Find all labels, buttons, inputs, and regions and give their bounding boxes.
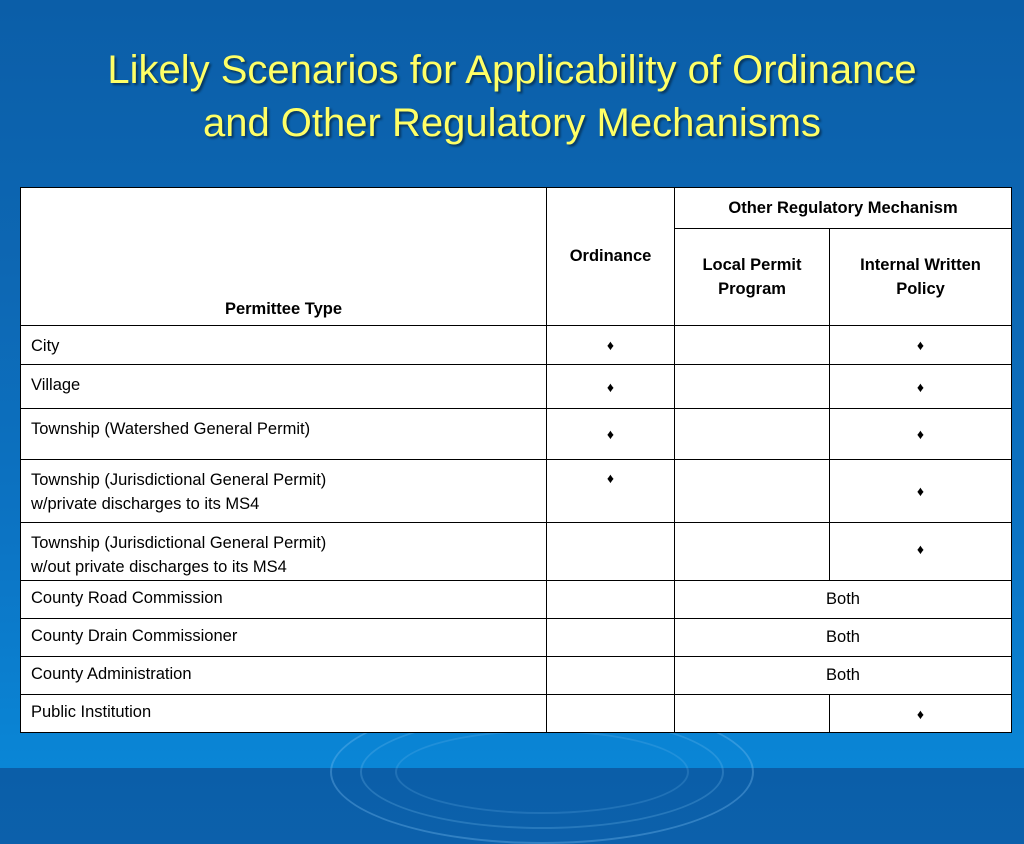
internal-policy-cell: ♦ bbox=[830, 523, 1012, 581]
table-row bbox=[21, 326, 1012, 365]
permittee-type-cell: City bbox=[21, 326, 547, 365]
ordinance-cell: ♦ bbox=[547, 365, 675, 409]
slide-title bbox=[20, 44, 1004, 150]
internal-policy-cell: ♦ bbox=[830, 326, 1012, 365]
slide-title-line-2: and Other Regulatory Mechanisms bbox=[202, 101, 822, 145]
internal-policy-cell: ♦ bbox=[830, 409, 1012, 460]
permittee-type-cell: Township (Jurisdictional General Permit) w/out private discharges to its MS4 bbox=[21, 523, 547, 581]
applicability-table bbox=[20, 187, 1012, 733]
table-row bbox=[21, 460, 1012, 523]
other-mechanism-both-cell: Both bbox=[675, 657, 1012, 695]
permittee-type-cell: Township (Jurisdictional General Permit) w/private discharges to its MS4 bbox=[21, 460, 547, 523]
header-ordinance: Ordinance bbox=[547, 188, 675, 326]
ordinance-cell: ♦ bbox=[547, 460, 675, 523]
table-row bbox=[21, 365, 1012, 409]
table-row bbox=[21, 523, 1012, 581]
slide-title-line-1: Likely Scenarios for Applicability of Ordinance bbox=[107, 48, 917, 92]
ordinance-cell bbox=[547, 619, 675, 657]
table-row bbox=[21, 695, 1012, 733]
table-row bbox=[21, 657, 1012, 695]
internal-policy-cell: ♦ bbox=[830, 460, 1012, 523]
permittee-type-cell: County Road Commission bbox=[21, 581, 547, 619]
table-row bbox=[21, 581, 1012, 619]
other-mechanism-both-cell: Both bbox=[675, 619, 1012, 657]
permittee-type-cell: Village bbox=[21, 365, 547, 409]
permittee-type-cell: County Administration bbox=[21, 657, 547, 695]
permittee-type-cell: Public Institution bbox=[21, 695, 547, 733]
local-permit-cell bbox=[675, 460, 830, 523]
header-other-regulatory-mechanism: Other Regulatory Mechanism bbox=[675, 188, 1012, 229]
local-permit-cell bbox=[675, 409, 830, 460]
ordinance-cell: ♦ bbox=[547, 409, 675, 460]
ordinance-cell bbox=[547, 581, 675, 619]
local-permit-cell bbox=[675, 326, 830, 365]
header-internal-written-policy: Internal Written Policy bbox=[830, 229, 1012, 326]
ordinance-cell bbox=[547, 523, 675, 581]
header-local-permit-program: Local Permit Program bbox=[675, 229, 830, 326]
header-permittee-type: Permittee Type bbox=[21, 188, 547, 326]
local-permit-cell bbox=[675, 695, 830, 733]
local-permit-cell bbox=[675, 523, 830, 581]
local-permit-cell bbox=[675, 365, 830, 409]
ordinance-cell bbox=[547, 695, 675, 733]
permittee-type-cell: Township (Watershed General Permit) bbox=[21, 409, 547, 460]
table-row bbox=[21, 619, 1012, 657]
ordinance-cell: ♦ bbox=[547, 326, 675, 365]
internal-policy-cell: ♦ bbox=[830, 695, 1012, 733]
background-swirl bbox=[395, 730, 689, 814]
ordinance-cell bbox=[547, 657, 675, 695]
permittee-type-cell: County Drain Commissioner bbox=[21, 619, 547, 657]
table-row bbox=[21, 409, 1012, 460]
internal-policy-cell: ♦ bbox=[830, 365, 1012, 409]
other-mechanism-both-cell: Both bbox=[675, 581, 1012, 619]
